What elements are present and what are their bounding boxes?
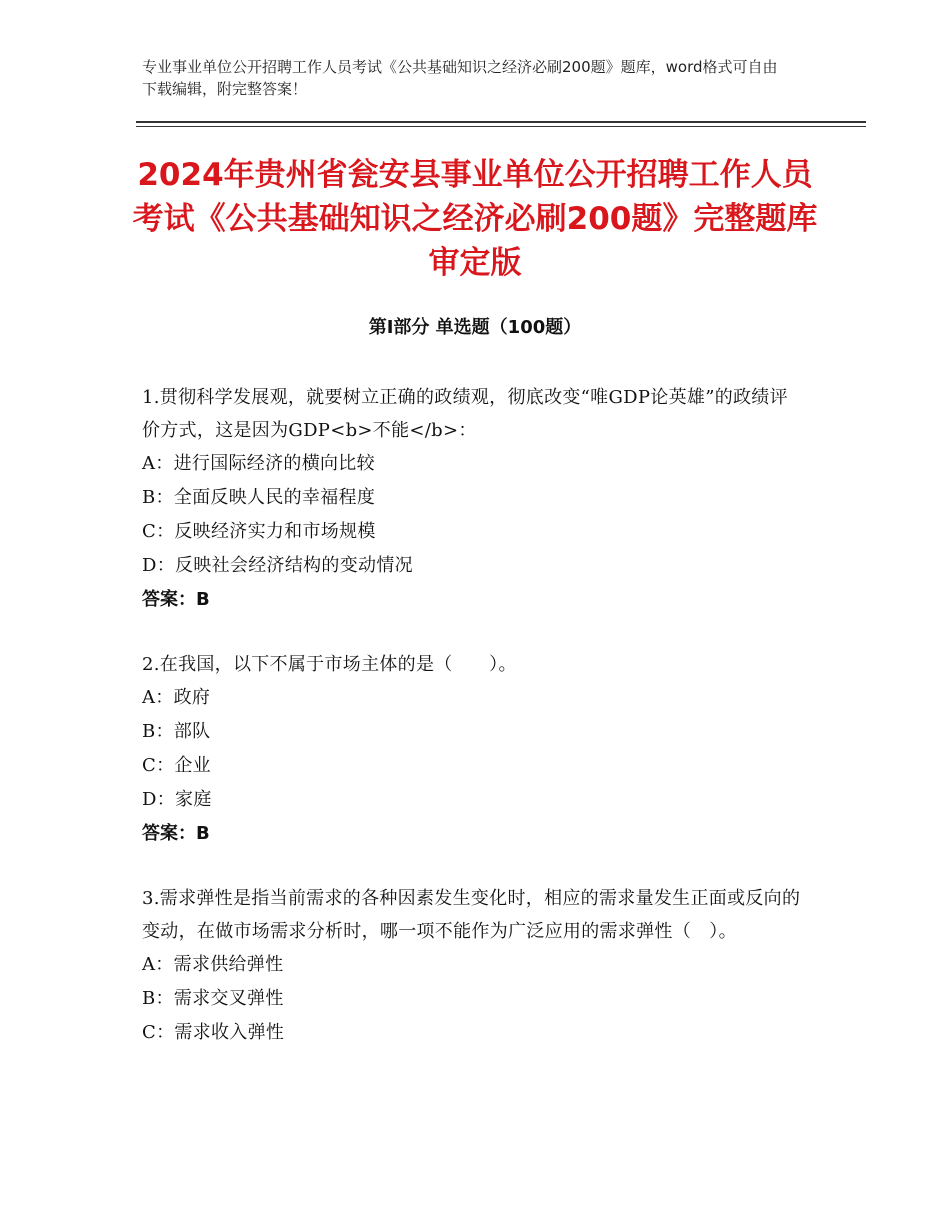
option-c: C：企业	[142, 755, 211, 776]
question-stem: 1.贯彻科学发展观，就要树立正确的政绩观，彻底改变“唯GDP论英雄”的政绩评价方式，这是因为GDP<b>不能</b>：	[142, 387, 788, 441]
question-2	[142, 648, 802, 851]
option-b: B：需求交叉弹性	[142, 988, 284, 1009]
option-c: C：需求收入弹性	[142, 1022, 285, 1043]
header-divider-thin	[136, 126, 866, 127]
answer-label: 答案：B	[142, 823, 210, 844]
option-d: D：家庭	[142, 789, 212, 810]
option-a: A：需求供给弹性	[142, 954, 284, 975]
question-1	[142, 381, 802, 617]
section-heading: 第Ⅰ部分 单选题（100题）	[368, 317, 582, 338]
option-c: C：反映经济实力和市场规模	[142, 521, 376, 542]
option-a: A：政府	[142, 687, 211, 708]
question-3	[142, 882, 802, 1050]
question-stem: 3.需求弹性是指当前需求的各种因素发生变化时，相应的需求量发生正面或反向的变动，在做市场需求分析时，哪一项不能作为广泛应用的需求弹性（ ）。	[142, 888, 801, 942]
document-title: 2024年贵州省瓮安县事业单位公开招聘工作人员考试《公共基础知识之经济必刷200题》完整题库审定版	[132, 157, 818, 281]
question-list	[142, 381, 802, 1081]
question-stem: 2.在我国，以下不属于市场主体的是（ ）。	[142, 654, 517, 675]
answer-label: 答案：B	[142, 589, 210, 610]
option-b: B：全面反映人民的幸福程度	[142, 487, 376, 508]
option-b: B：部队	[142, 721, 211, 742]
option-d: D：反映社会经济结构的变动情况	[142, 555, 413, 576]
header-note: 专业事业单位公开招聘工作人员考试《公共基础知识之经济必刷200题》题库，word格式可自由下载编辑，附完整答案！	[142, 58, 778, 98]
option-a: A：进行国际经济的横向比较	[142, 453, 375, 474]
header-divider	[136, 121, 866, 123]
